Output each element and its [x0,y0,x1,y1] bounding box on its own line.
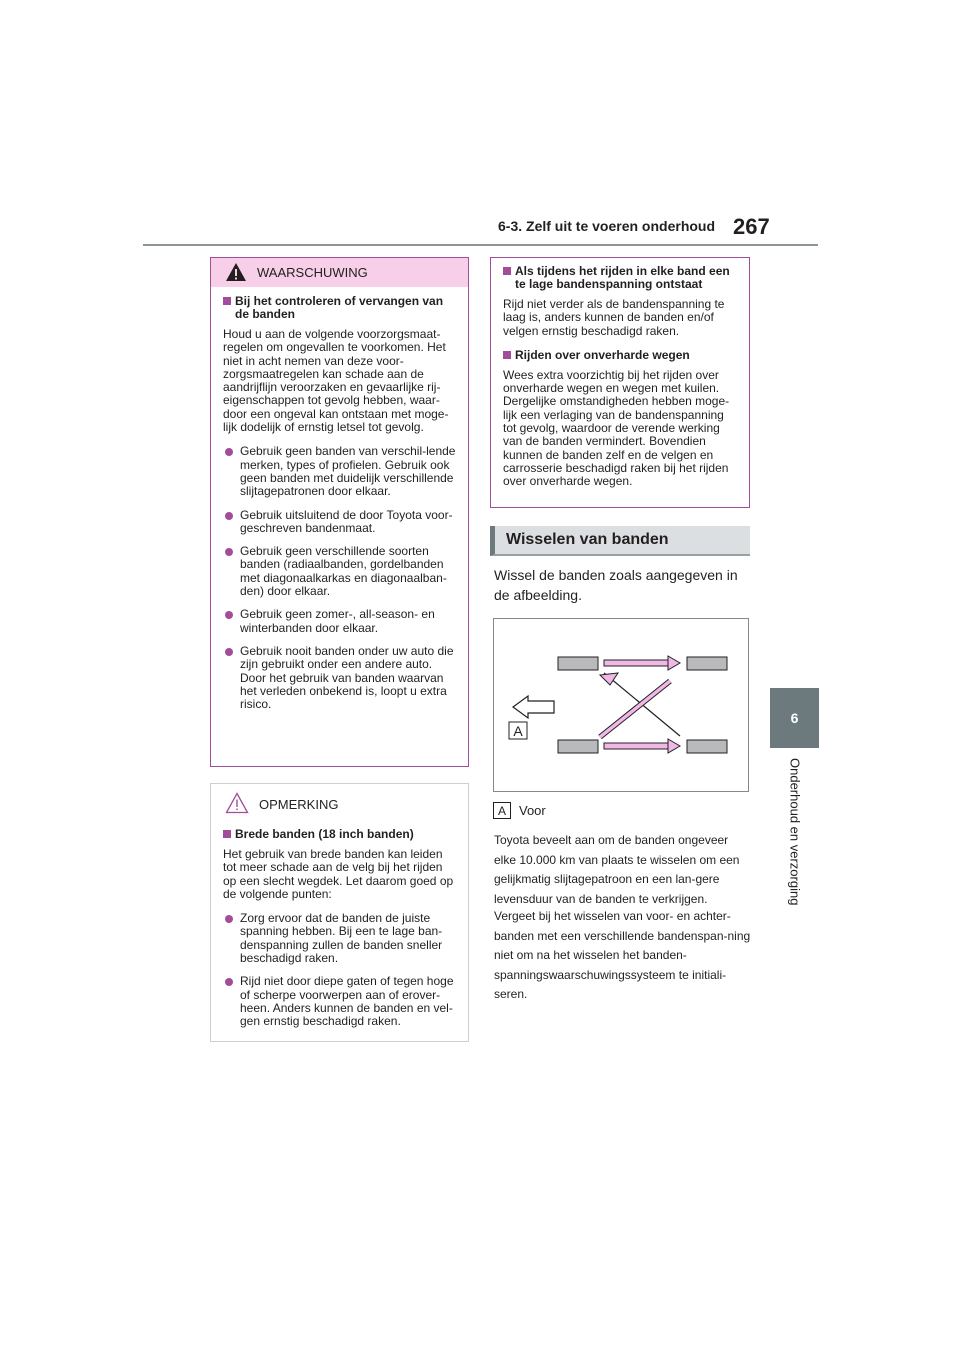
rotation-paragraph: Vergeet bij het wisselen van voor- en achter-banden met een verschillende bandenspan-ning niet om na het wisselen het banden-spanningswaarschuwingssysteem te initiali-seren. [494,909,751,1001]
caution-triangle-icon [225,792,249,814]
note-header [211,784,468,824]
warning-intro: Houd u aan de volgende voorzorgsmaat-regelen om ongevallen te voorkomen. Het niet in acht nemen van deze voor-zorgsmaatregelen kan schade aan de aandrijflijn veroorzaken en gevaarlijke rij-eigenschappen tot gevolg hebben, waar-door een ongeval kan ontstaan met moge-lijk dodelijk of ernstig letsel tot gevolg. [223,327,449,435]
warning-continued-text: Rijd niet verder als de bandenspanning te laag is, anders kunnen de banden en/of velgen ernstig beschadigd raken. [503,297,725,338]
tire-rotation-figure [493,618,749,792]
legend-badge: A [493,802,511,819]
warning-bullet: Gebruik geen zomer-, all-season- en winterbanden door elkaar. [223,608,458,635]
rotation-paragraph: Toyota beveelt aan om de banden ongeveer elke 10.000 km van plaats te wisselen om een gelijkmatig slijtagepatroon en een lan-gere levensduur van de banden te verkrijgen. [494,833,740,906]
warning-bullet: Gebruik nooit banden onder uw auto die zijn gebruikt onder een andere auto. Door het gebruik van banden waarvan het verleden onbekend is, loopt u extra risico. [223,645,458,711]
warning-bullet: Gebruik geen banden van verschil-lende merken, types of profielen. Gebruik ook geen banden met duidelijk verschillende slijtagepatronen door elkaar. [223,445,458,498]
warning-continued-box [490,257,750,508]
note-heading: Brede banden (18 inch banden) [223,828,458,841]
note-bullet: Rijd niet door diepe gaten of tegen hoge of scherpe voorwerpen aan of erover-heen. Anders kunnen de banden en vel-gen ernstig beschadigd raken. [223,975,458,1028]
tire-front-right [687,657,727,670]
note-box [210,783,469,1042]
figure-label: A [513,723,523,739]
warning-bullet: Gebruik uitsluitend de door Toyota voor-geschreven bandenmaat. [223,509,458,536]
warning-continued-text: Wees extra voorzichtig bij het rijden over onverharde wegen en wegen met kuilen. Dergelijke omstandigheden hebben moge-lijk een verlaging van de bandenspanning tot gevolg, waardoor de verende werking van de banden vermindert. Bovendien kunnen de banden zelf en de velgen en carrosserie beschadigd raken bij het rijden over onverharde wegen. [503,367,730,489]
note-title: OPMERKING [259,796,339,812]
figure-legend [493,802,546,819]
section-title: 6-3. Zelf uit te voeren onderhoud [498,218,716,234]
warning-continued-body [491,258,749,510]
tire-rear-right [687,740,727,753]
bottom-arrow [604,739,680,753]
diagonal-arrow [600,673,670,737]
warning-heading: Bij het controleren of vervangen van de banden [223,295,458,321]
top-arrow [604,656,680,670]
section-heading: Wisselen van banden [490,526,750,556]
tire-rear-left [558,740,598,753]
rotation-intro: Wissel de banden zoals aangegeven in de afbeelding. [494,567,738,603]
tire-rotation-diagram [494,619,748,791]
warning-bullet: Gebruik geen verschillende soorten banden (radiaalbanden, gordelbanden met diagonaalkarkas en diagonaalban-den) door elkaar. [223,545,458,598]
legend-label: Voor [519,803,546,818]
note-intro: Het gebruik van brede banden kan leiden tot meer schade aan de velg bij het rijden op een slecht wegdek. Let daarom goed op de volgende punten: [223,847,454,901]
page-number: 267 [733,214,770,239]
warning-title: WAARSCHUWING [257,265,368,280]
warning-box [210,257,469,767]
chapter-tab: 6 [770,688,819,748]
warning-header [211,258,468,287]
chapter-title-text: Onderhoud en verzorging [787,758,803,906]
front-direction-arrow-icon [513,696,554,718]
warning-triangle-icon [225,262,247,282]
note-body [211,824,468,1049]
warning-body [211,287,468,731]
note-bullet: Zorg ervoor dat de banden de juiste spanning hebben. Bij een te lage ban-denspanning zullen de banden sneller beschadigd raken. [223,912,458,965]
header-rule [143,244,818,246]
chapter-title [783,758,807,918]
warning-continued-heading: Als tijdens het rijden in elke band een te lage bandenspanning ontstaat [503,265,739,291]
tire-front-left [558,657,598,670]
warning-continued-heading: Rijden over onverharde wegen [503,349,739,362]
